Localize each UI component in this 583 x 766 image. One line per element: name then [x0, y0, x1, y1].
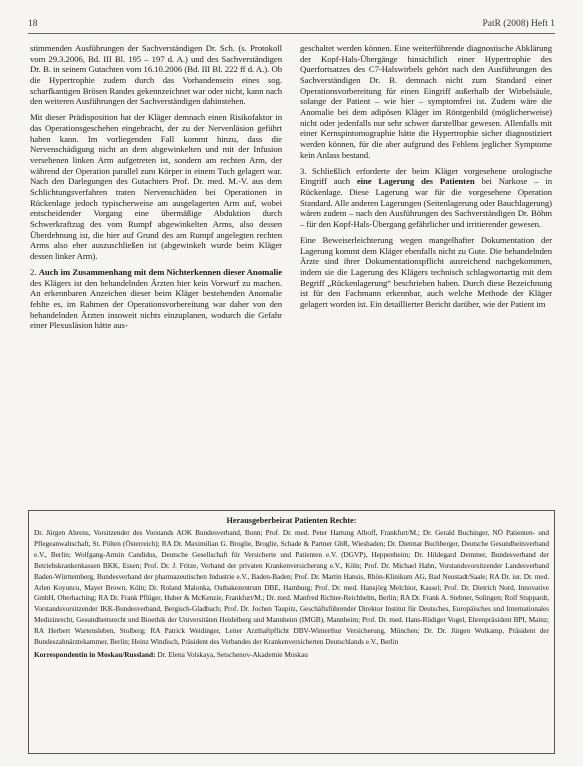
paragraph-text: 3. Schließlich erforderte der beim Kläger vorgesehene urologische Eingriff auch	[300, 165, 552, 187]
paragraph	[30, 267, 282, 331]
paragraph-number: 2.	[30, 267, 37, 278]
bold-phrase: Auch im Zusammenhang mit dem Nichterkennen dieser Anomalie	[38, 267, 282, 278]
box-member-list: Dr. Jürgen Ahrens, Vorsitzender des Vorstands AOK Bundesverband, Bonn; Prof. Dr. med. Peter Hartung Alboff, Frankfurt/M.; Dr. Gerald Buchinger, NÖ Patienten- und Pflegeanwaltschaft, St. Pölten (Österreich); RA Dr. Maximilian G. Broglie, Broglie, Schade & Partner GbR, Wiesbaden; Dr. Dietmar Buchberger, Deutsche Gesundheitsverband e.V., Berlin; Wolfgang-Armin Candidus, Deutsche Gesellschaft für Versicherte und Patienten e.V. (DGVP), Heppenheim; Dr. Hildegard Demmer, Bundesverband der Betriebskrankenkassen BKK, Essen; Prof. Dr. J. Fritze, Verband der privaten Krankenversicherung e.V., Köln; Prof. Dr. Michael Hahn, Vorstandsvorsitzender Landesverband Baden-Württemberg, Bundesverband der pharmazeutischen Industrie e.V., Baden-Baden; Prof. Dr. Martin Hansis, Rhön-Klinikum AG, Bad Neustadt/Saale; RA Dr. iur. Dr. med. Arlen Koyuncu, Mayer Brown, Köln; Dr. Roland Malonka, Ostbakezentrum DBE, Hamburg; Prof. Dr. med. Hansjörg Melchior, Kassel; Prof. Dr. Dietrich Nord, Innovative GmbH, Oberhaching; RA Dr. Frank Pflüger, Huber & McKenzie, Frankfurt/M.; Dr. med. Manfred Richter-Reichhelm, Berlin; RA Dr. Frank A. Stebner, Solingen; Rolf Stuppardt, Vorstandsvorsitzender IKK-Bundesverband, Bergisch-Gladbach; Prof. Dr. Jochen Taupitz, Geschäftsführender Direktor Institut für Deutsches, Europäisches und Internationales Medizinrecht, Gesundheitsrecht und Bioethik der Universitäten Heidelberg und Mannheim (IMGB), Mannheim; Prof. Dr. med. Hans-Rüdiger Vogel, Ehrenpräsident BPI, Mainz; RA Herbert Wartensleben, Stolberg; RA Patrick Weidinger, Leiter Arzthaftpflicht DBV-Winterthur Versicherung, München; Dr. Dr. Jürgen Wolkamp, Präsident der Bundeszahnärztekammer, Berlin; Heinz Windisch, Präsident des Verbandes der Krankenversicherten Deutschlands e.V., Berlin	[34, 528, 549, 647]
editorial-board-box	[28, 510, 555, 754]
paragraph-text: des Klägers ist den behandelnden Ärzten hier kein Vorwurf zu machen. An erkennbaren Anzeichen dieser beim Kläger bestehenden Anomalie fehlte es, im Rahmen der Operationsvorbereitung war daher von den behandelnden Ärzten insoweit nichts einzuplanen, wodurch die Gefahr einer Plexusläsion hätte aus-	[30, 277, 282, 331]
correspondent-line	[34, 649, 549, 660]
correspondent-name: Dr. Elena Volskaya, Setschenov-Akademie Moskau	[157, 649, 308, 659]
page-header	[28, 17, 555, 31]
header-rule	[28, 33, 555, 34]
bold-phrase: eine Lagerung des Patienten	[356, 176, 475, 187]
page-number: 18	[28, 19, 38, 29]
paragraph	[300, 166, 552, 230]
paragraph: stimmenden Ausführungen der Sachverständigen Dr. Sch. (s. Protokoll vom 29.3.2006, Bd. III Bl. 195 – 197 d. A.) und des Sachverständigen Dr. B. in seinem Gutachten vom 16.10.2006 (Bd. III Bl. 222 ff d. A.). Ob die Hypertrophie zudem durch das Vorhandensein eines sog. scharfkantigen Brösen Randes gekennzeichnet war oder nicht, kann nach den weiteren Ausführungen der Sachverständigen dahinstehen.	[30, 43, 282, 107]
box-title: Herausgeberbeirat Patienten Rechte:	[226, 516, 357, 525]
journal-reference: PatR (2008) Heft 1	[482, 19, 555, 29]
correspondent-label: Korrespondentin in Moskau/Russland:	[34, 649, 156, 659]
paragraph: Eine Beweiserleichterung wegen mangelhafter Dokumentation der Lagerung kommt dem Kläger ebenfalls nicht zu Gute. Die behandelnden Ärzte sind ihrer Dokumentationspflicht ausreichend nachgekommen, indem sie die Lagerung des Klägers technisch schlagwortartig mit dem Begriff „Rückenlagerung“ beschrieben haben. Durch diese Bezeichnung ist für den Fachmann erkennbar, auch welche Methode der Kläger gelagert worden ist. Ein detaillierter Bericht darüber, wie der Patient im	[300, 235, 552, 310]
paragraph: Mit dieser Prädisposition hat der Kläger demnach einen Risikofaktor in das Operationsgeschehen eingebracht, der zu der Nervenläsion geführt haben kann. Im vorliegenden Fall kommt hinzu, dass die Nervenschädigung nicht an dem abgewinkelten und mit der Infusion versehenen linken Arm aufgetreten ist, sondern am rechten Arm, der während der Operation parallel zum Körper in einem Tuch gelagert war. Nach den Darlegungen des Gutachters Prof. Dr. med. M.-V. aus dem Schlichtungsverfahren traten Nervenschäden bei Operationen in Rückenlage jedoch typischerweise am ausgelagerten Arm auf, wobei entscheidender Vorgang eine übermäßige Abduktion durch Schwerkraftzug des vom Rumpf abgewinkelten Arms, also dessen Überdehnung ist, die hier auf Grund des am Rumpf angelegten rechten Arms also eher auszuschließen ist (abgewinkelt wurde beim Kläger dessen linker Arm).	[30, 112, 282, 261]
right-column	[300, 43, 552, 513]
paragraph-text: bei Narkose – in Rückenlage. Diese Lagerung war für die vorgesehene Operation Standard. Alle anderen Lagerungen (Seitenlagerung oder Bauchlagerung) wären zudem – nach den Ausführungen des Sachverständigen Dr. Böhm – für den Kopf-Hals-Übergang gefährlicher und irritierender gewesen.	[300, 176, 552, 229]
paragraph: geschaltet werden können. Eine weiterführende diagnostische Abklärung der Kopf-Hals-Übergänge hinsichtlich einer Hypertrophie des Querfortsatzes des C7-Halswirbels gehört nach den Ausführungen des Sachverständigen Dr. B. demnach nicht zum Standard einer Operationsvorbereitung für einen Eingriff außerhalb der Wirbelsäule, solange der Patient – wie hier – symptomfrei ist. Zudem wäre die Anomalie bei dem adipösen Kläger im Röntgenbild (möglicherweise) nicht oder jedenfalls nur sehr schwer darstellbar gewesen. Allenfalls mit einer Kernspintomographie hätte die Hypertrophie sicher diagnostiziert werden können, für die aber aufgrund des Fehlens jeglicher Symptome kein Anlass bestand.	[300, 43, 552, 160]
left-column	[30, 43, 282, 513]
